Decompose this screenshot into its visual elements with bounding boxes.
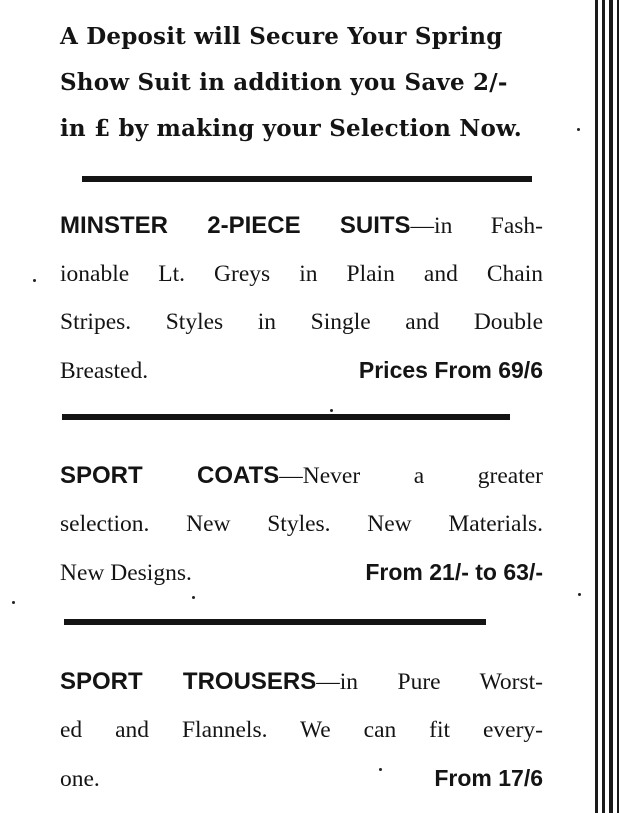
column-rule xyxy=(602,0,605,813)
section-price: Prices From 69/6 xyxy=(358,357,543,383)
section-divider xyxy=(82,176,532,182)
section-text: New Designs. xyxy=(60,560,192,586)
section-text: ionable Lt. Greys in Plain and Chain xyxy=(60,261,543,287)
section-divider xyxy=(64,619,486,625)
minster-suits-section xyxy=(60,202,543,395)
section-text: selection. New Styles. New Materials. xyxy=(60,511,543,537)
print-speck xyxy=(577,128,580,131)
print-speck xyxy=(12,601,15,604)
column-rule xyxy=(617,0,619,813)
section-price: From 21/- to 63/- xyxy=(365,559,543,585)
section-heading: MINSTER 2-PIECE SUITS xyxy=(60,212,411,239)
section-text: —Never a greater xyxy=(279,463,544,489)
print-speck xyxy=(192,596,195,599)
section-text: one. xyxy=(60,766,100,792)
print-speck xyxy=(33,279,36,282)
print-speck xyxy=(330,409,333,412)
print-speck xyxy=(578,593,581,596)
section-text: Breasted. xyxy=(60,358,149,384)
column-rule xyxy=(609,0,613,813)
sport-coats-section xyxy=(60,452,543,597)
section-text: Stripes. Styles in Single and Double xyxy=(60,309,543,335)
sport-trousers-section xyxy=(60,658,543,803)
section-text: —in Pure Worst- xyxy=(316,669,543,695)
section-text: ed and Flannels. We can fit every- xyxy=(60,717,543,743)
announcement-line: in £ by making your Selection Now. xyxy=(60,115,522,142)
print-speck xyxy=(379,768,382,771)
column-rule xyxy=(595,0,598,813)
section-divider xyxy=(62,414,510,420)
section-price: From 17/6 xyxy=(434,765,543,791)
deposit-announcement xyxy=(60,14,543,152)
announcement-line: A Deposit will Secure Your Spring xyxy=(60,23,503,50)
announcement-line: Show Suit in addition you Save 2/- xyxy=(60,69,508,96)
section-heading: SPORT COATS xyxy=(60,462,280,489)
section-text: —in Fash- xyxy=(410,213,544,239)
section-heading: SPORT TROUSERS xyxy=(60,668,317,695)
